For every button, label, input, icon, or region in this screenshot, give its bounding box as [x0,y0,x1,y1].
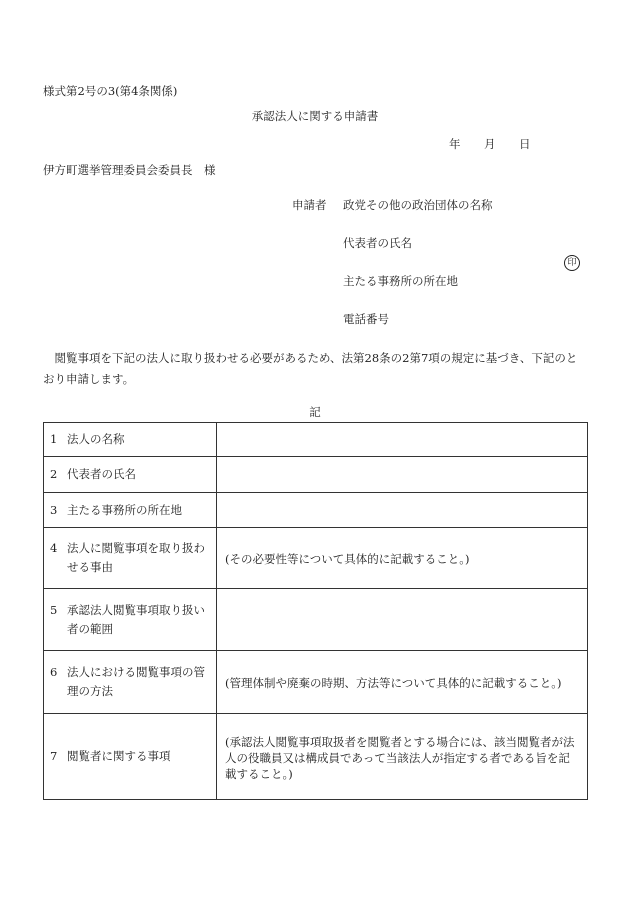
row-label: 主たる事務所の所在地 [67,502,182,517]
form-number: 様式第2号の3(第4条関係) [43,84,178,98]
application-statement: 閲覧事項を下記の法人に取り扱わせる必要があるため、法第28条の2第7項の規定に基づき、下記のとおり申請します。 [43,351,578,386]
date-day-label: 日 [519,137,531,151]
row-value-field[interactable] [217,528,588,589]
date-month-label: 月 [484,137,496,151]
row-label-cell [44,423,217,457]
applicant-label: 申請者 [292,198,327,212]
row-label: 法人に閲覧事項を取り扱わせる事由 [67,541,205,574]
ki-heading: 記 [309,405,321,419]
seal-mark: 印 [564,255,580,271]
representative-name-label: 代表者の氏名 [343,236,412,250]
row-label-cell [44,528,217,589]
date-year-label: 年 [449,137,461,151]
row-instruction-note: (その必要性等について具体的に記載すること。) [225,552,470,566]
table-row [44,589,588,651]
office-address-label: 主たる事務所の所在地 [343,274,458,288]
party-name-label: 政党その他の政治団体の名称 [343,198,493,212]
row-label-cell [44,714,217,800]
table-row [44,423,588,457]
row-label: 承認法人閲覧事項取り扱い者の範囲 [67,602,205,636]
row-number: 4 [50,541,58,555]
form-table [43,422,588,800]
row-label: 閲覧者に関する事項 [67,749,171,763]
row-label-cell [44,457,217,493]
table-row [44,651,588,714]
row-instruction-note: (承認法人閲覧事項取扱者を閲覧者とする場合には、該当閲覧者が法人の役職員又は構成員であって当該法人が指定する者である旨を記載すること。) [225,734,575,781]
row-label-cell [44,493,217,528]
row-label-cell [44,589,217,651]
row-number: 2 [50,467,58,481]
row-value-field[interactable] [217,589,588,651]
table-row [44,528,588,589]
row-label: 代表者の氏名 [67,467,136,481]
document-title: 承認法人に関する申請書 [251,109,379,123]
row-value-field[interactable] [217,651,588,714]
row-value-field[interactable] [217,457,588,493]
table-row [44,493,588,528]
phone-number-label: 電話番号 [343,312,389,326]
row-value-field[interactable] [217,493,588,528]
row-label-cell [44,651,217,714]
row-value-field[interactable] [217,714,588,800]
table-row [44,457,588,493]
row-instruction-note: (管理体制や廃棄の時期、方法等について具体的に記載すること。) [225,676,562,690]
row-label: 法人の名称 [67,432,125,446]
row-number: 3 [50,502,58,517]
row-label: 法人における閲覧事項の管理の方法 [67,665,205,698]
row-number: 6 [50,665,58,679]
row-number: 1 [50,432,58,446]
row-number: 5 [50,602,58,617]
row-number: 7 [50,749,58,763]
addressee: 伊方町選挙管理委員会委員長 様 [43,163,216,177]
row-value-field[interactable] [217,423,588,457]
table-row [44,714,588,800]
